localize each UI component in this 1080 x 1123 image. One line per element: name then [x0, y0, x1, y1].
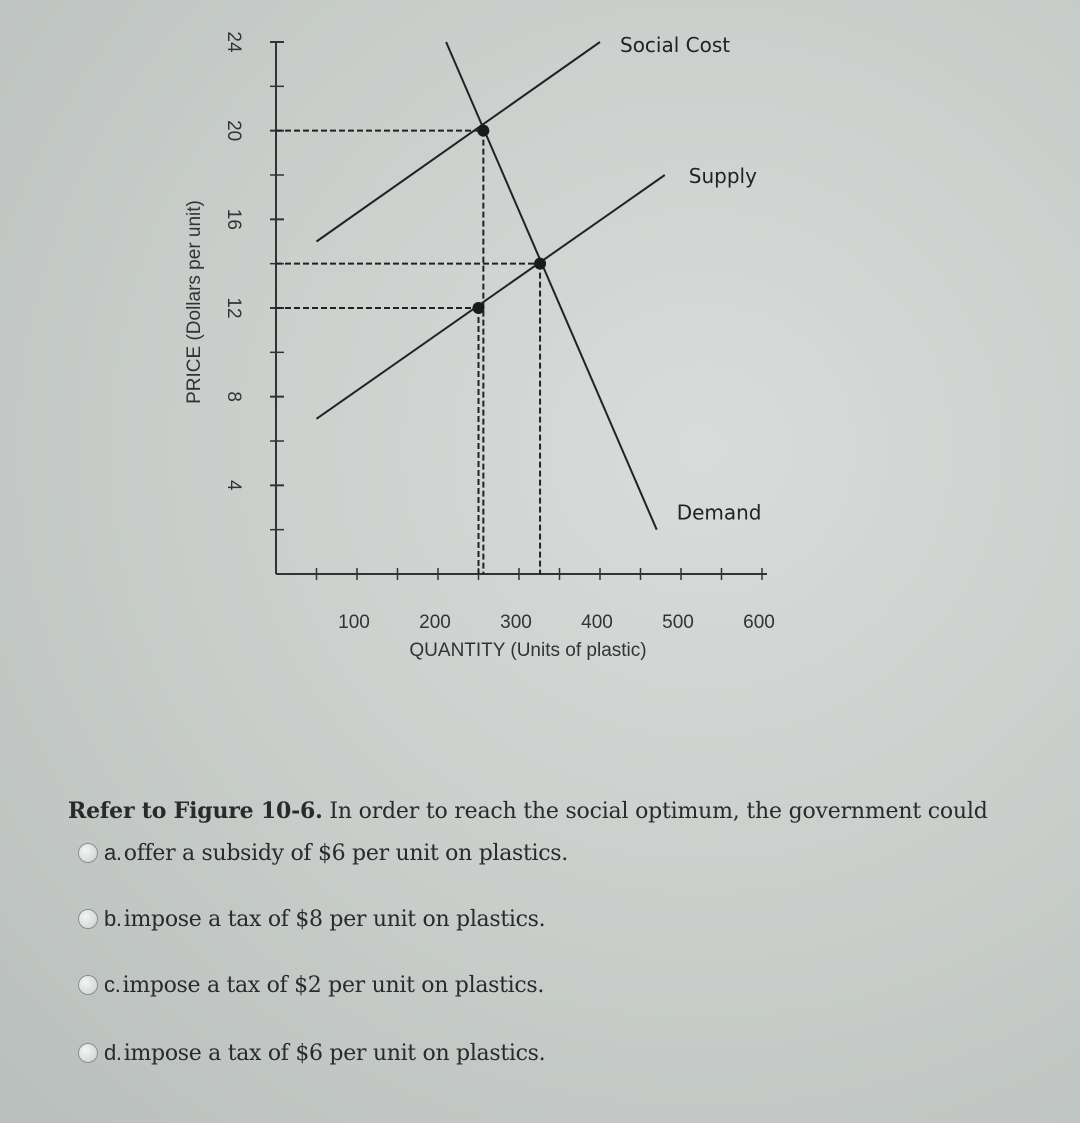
- option-b-letter: b.: [104, 906, 122, 931]
- supply-line: [317, 175, 665, 419]
- option-a-text: offer a subsidy of $6 per unit on plastics.: [123, 840, 568, 866]
- option-d-letter: d.: [104, 1040, 122, 1065]
- y-tick-label: 4: [222, 480, 244, 491]
- x-tick-label: 400: [581, 612, 613, 633]
- chart-series: [317, 42, 665, 530]
- y-axis-title: PRICE (Dollars per unit): [184, 200, 205, 404]
- intersection-point: [473, 302, 485, 314]
- option-b[interactable]: [78, 906, 545, 932]
- guide-lines: [276, 131, 540, 574]
- x-tick-label: 200: [419, 612, 451, 633]
- option-b-text: impose a tax of $8 per unit on plastics.: [123, 906, 546, 932]
- x-tick-label: 500: [662, 612, 694, 633]
- y-tick-label: 24: [222, 31, 244, 53]
- y-tick-label: 16: [222, 208, 244, 230]
- option-a[interactable]: [78, 840, 568, 866]
- intersection-point: [534, 258, 546, 270]
- option-b-radio[interactable]: [78, 909, 98, 929]
- demand-label: Demand: [676, 500, 762, 525]
- x-axis-title: QUANTITY (Units of plastic): [409, 640, 647, 661]
- option-a-radio[interactable]: [78, 843, 98, 863]
- option-a-letter: a.: [104, 840, 122, 865]
- y-tick-label: 12: [222, 297, 244, 319]
- x-tick-label: 600: [743, 612, 775, 633]
- option-c[interactable]: [78, 972, 544, 998]
- supply-label: Supply: [688, 164, 757, 188]
- y-tick-label: 8: [222, 391, 244, 402]
- x-tick-label: 100: [338, 612, 370, 633]
- option-d-text: impose a tax of $6 per unit on plastics.: [123, 1040, 546, 1066]
- question-text: [68, 798, 1068, 824]
- social-cost-label: Social Cost: [620, 33, 731, 57]
- y-tick-label: 20: [222, 120, 244, 142]
- question-body: In order to reach the social optimum, the government could: [322, 799, 988, 824]
- intersection-point: [477, 125, 489, 137]
- option-d[interactable]: [78, 1040, 545, 1066]
- option-c-letter: c.: [104, 972, 121, 997]
- chart-axes: [270, 42, 767, 580]
- option-c-radio[interactable]: [78, 975, 98, 995]
- question-figure-ref: Refer to Figure 10-6.: [68, 798, 323, 824]
- question-block: [68, 798, 1068, 1066]
- x-tick-label: 300: [500, 612, 532, 633]
- option-d-radio[interactable]: [78, 1043, 98, 1063]
- option-c-text: impose a tax of $2 per unit on plastics.: [122, 972, 545, 998]
